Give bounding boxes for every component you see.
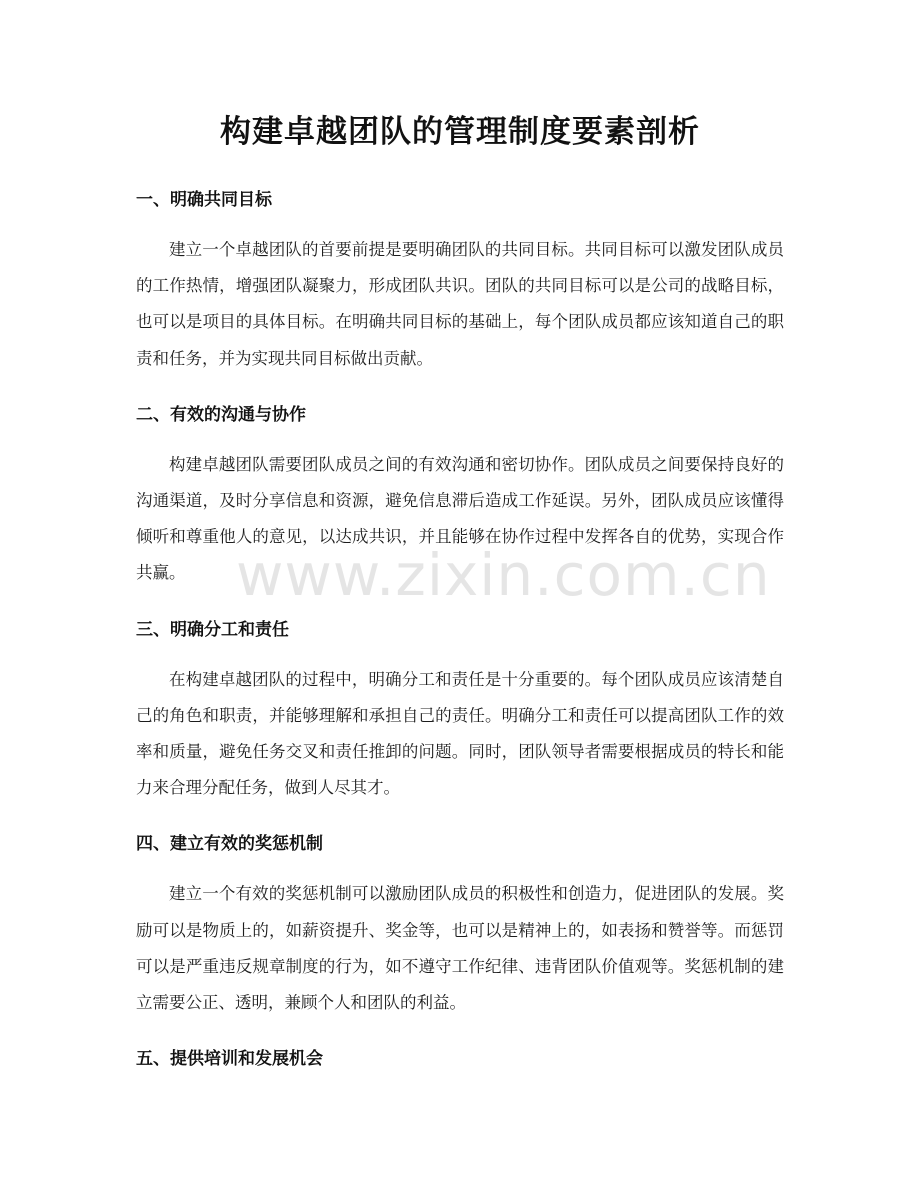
section-4 — [136, 832, 784, 1021]
section-paragraph: 在构建卓越团队的过程中，明确分工和责任是十分重要的。每个团队成员应该清楚自己的角色和职责，并能够理解和承担自己的责任。明确分工和责任可以提高团队工作的效率和质量，避免任务交叉和责任推卸的问题。同时，团队领导者需要根据成员的特长和能力来合理分配任务，做到人尽其才。 — [136, 669, 784, 798]
section-2 — [136, 403, 784, 592]
section-heading: 一、明确共同目标 — [136, 190, 272, 210]
section-heading: 五、提供培训和发展机会 — [136, 1049, 323, 1070]
section-3 — [136, 618, 784, 807]
watermark-text: www.zixin.com.cn — [236, 541, 771, 609]
section-5 — [136, 1047, 784, 1071]
section-heading: 二、有效的沟通与协作 — [136, 404, 306, 425]
section-paragraph: 建立一个有效的奖惩机制可以激励团队成员的积极性和创造力，促进团队的发展。奖励可以是物质上的，如薪资提升、奖金等，也可以是精神上的，如表扬和赞誉等。而惩罚可以是严重违反规章制度的行为，如不遵守工作纪律、违背团队价值观等。奖惩机制的建立需要公正、透明，兼顾个人和团队的利益。 — [136, 884, 784, 1013]
section-paragraph: 建立一个卓越团队的首要前提是要明确团队的共同目标。共同目标可以激发团队成员的工作热情，增强团队凝聚力，形成团队共识。团队的共同目标可以是公司的战略目标，也可以是项目的具体目标。在明确共同目标的基础上，每个团队成员都应该知道自己的职责和任务，并为实现共同目标做出贡献。 — [136, 240, 784, 368]
section-1 — [136, 188, 784, 377]
section-heading: 三、明确分工和责任 — [136, 619, 289, 640]
section-paragraph: 构建卓越团队需要团队成员之间的有效沟通和密切协作。团队成员之间要保持良好的沟通渠道，及时分享信息和资源，避免信息滞后造成工作延误。另外，团队成员应该懂得倾听和尊重他人的意见，以达成共识，并且能够在协作过程中发挥各自的优势，实现合作共赢。 — [136, 454, 784, 583]
section-heading: 四、建立有效的奖惩机制 — [136, 834, 323, 855]
document-title: 构建卓越团队的管理制度要素剖析 — [220, 114, 700, 150]
